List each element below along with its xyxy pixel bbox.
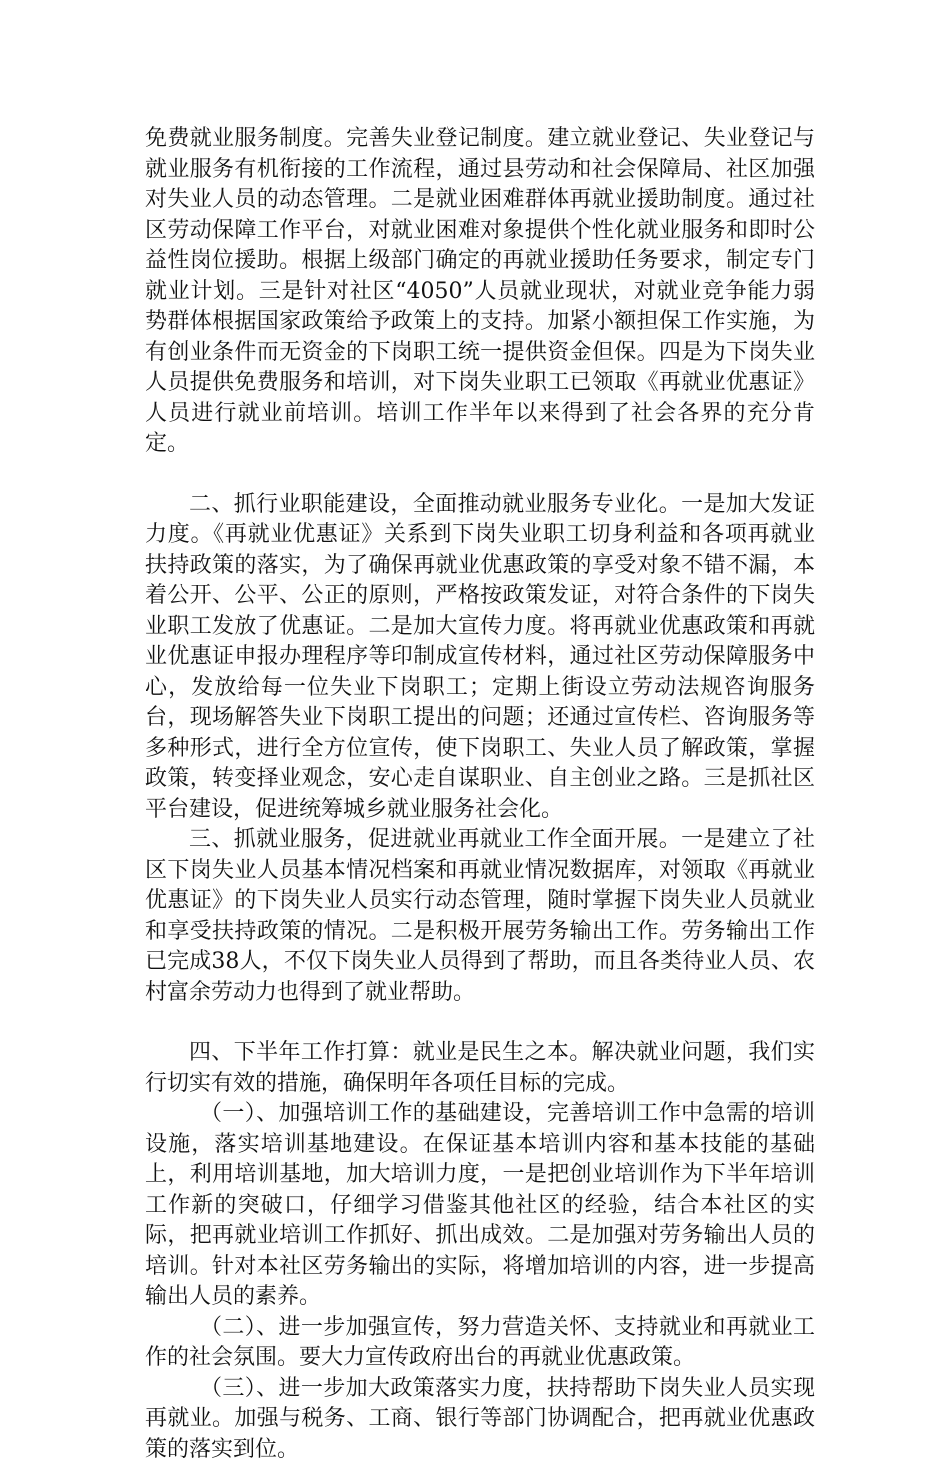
- paragraph-section-3: 三、抓就业服务，促进就业再就业工作全面开展。一是建立了社区下岗失业人员基本情况档案和再就业情况数据库，对领取《再就业优惠证》的下岗失业人员实行动态管理，随时掌握下岗失业人员就业和享受扶持政策的情况。二是积极开展劳务输出工作。劳务输出工作已完成38人，不仅下岗失业人员得到了帮助，而且各类待业人员、农村富余劳动力也得到了就业帮助。: [145, 825, 815, 1008]
- paragraph-item-1: （一）、加强培训工作的基础建设，完善培训工作中急需的培训设施，落实培训基地建设。在保证基本培训内容和基本技能的基础上，利用培训基地，加大培训力度，一是把创业培训作为下半年培训工作新的突破口，仔细学习借鉴其他社区的经验，结合本社区的实际，把再就业培训工作抓好、抓出成效。二是加强对劳务输出人员的培训。针对本社区劳务输出的实际，将增加培训的内容，进一步提高输出人员的素养。: [145, 1099, 815, 1313]
- paragraph-item-3: （三）、进一步加大政策落实力度，扶持帮助下岗失业人员实现再就业。加强与税务、工商、银行等部门协调配合，把再就业优惠政策的落实到位。: [145, 1374, 815, 1465]
- paragraph-gap: [145, 460, 815, 490]
- paragraph-section-4: 四、下半年工作打算：就业是民生之本。解决就业问题，我们实行切实有效的措施，确保明年各项任目标的完成。: [145, 1038, 815, 1099]
- paragraph-employment-services: 免费就业服务制度。完善失业登记制度。建立就业登记、失业登记与就业服务有机衔接的工作流程，通过县劳动和社会保障局、社区加强对失业人员的动态管理。二是就业困难群体再就业援助制度。通过社区劳动保障工作平台，对就业困难对象提供个性化就业服务和即时公益性岗位援助。根据上级部门确定的再就业援助任务要求，制定专门就业计划。三是针对社区“4050”人员就业现状，对就业竞争能力弱势群体根据国家政策给予政策上的支持。加紧小额担保工作实施，为有创业条件而无资金的下岗职工统一提供资金但保。四是为下岗失业人员提供免费服务和培训，对下岗失业职工已领取《再就业优惠证》人员进行就业前培训。培训工作半年以来得到了社会各界的充分肯定。: [145, 124, 815, 460]
- paragraph-gap: [145, 1008, 815, 1038]
- paragraph-item-2: （二）、进一步加强宣传，努力营造关怀、支持就业和再就业工作的社会氛围。要大力宣传政府出台的再就业优惠政策。: [145, 1313, 815, 1374]
- document-body: [145, 124, 815, 1465]
- paragraph-section-2: 二、抓行业职能建设，全面推动就业服务专业化。一是加大发证力度。《再就业优惠证》关系到下岗失业职工切身利益和各项再就业扶持政策的落实，为了确保再就业优惠政策的享受对象不错不漏，本着公开、公平、公正的原则，严格按政策发证，对符合条件的下岗失业职工发放了优惠证。二是加大宣传力度。将再就业优惠政策和再就业优惠证申报办理程序等印制成宣传材料，通过社区劳动保障服务中心，发放给每一位失业下岗职工；定期上街设立劳动法规咨询服务台，现场解答失业下岗职工提出的问题；还通过宣传栏、咨询服务等多种形式，进行全方位宣传，使下岗职工、失业人员了解政策，掌握政策，转变择业观念，安心走自谋职业、自主创业之路。三是抓社区平台建设，促进统筹城乡就业服务社会化。: [145, 490, 815, 826]
